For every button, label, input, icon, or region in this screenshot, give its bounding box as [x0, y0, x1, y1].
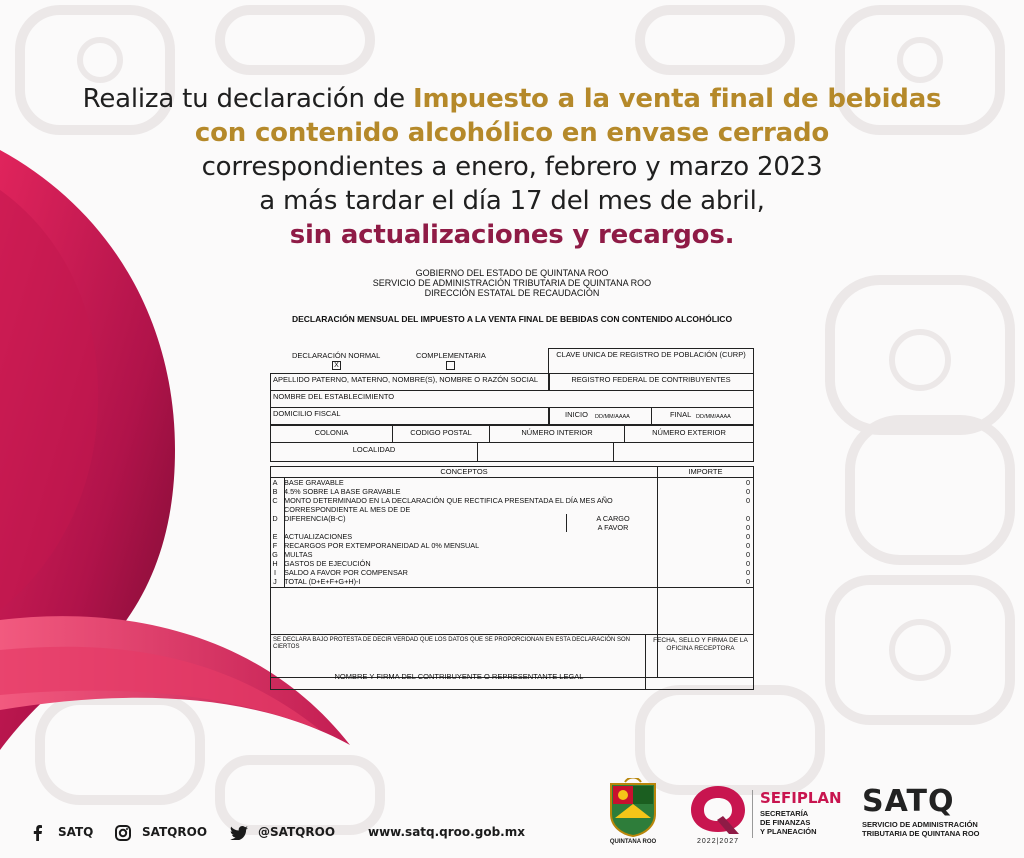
- table-row: [268, 541, 756, 550]
- form-header-line: DIRECCIÓN ESTATAL DE RECAUDACIÓN: [424, 288, 600, 298]
- headline-line2: con contenido alcohólico en envase cerrado: [194, 118, 830, 148]
- final-field[interactable]: [651, 407, 754, 425]
- conceptos-header: CONCEPTOS: [440, 467, 488, 476]
- localidad-field[interactable]: LOCALIDAD: [270, 442, 478, 462]
- term-years: 2022|2027: [697, 838, 739, 845]
- sefiplan-sub: DE FINANZAS: [760, 818, 811, 827]
- curp-field[interactable]: CLAVE UNICA DE REGISTRO DE POBLACIÓN (CURP): [548, 348, 754, 374]
- numero-exterior-field[interactable]: NÚMERO EXTERIOR: [624, 425, 754, 443]
- headline-line4: a más tardar el día 17 del mes de abril,: [259, 186, 765, 216]
- satq-logo: [862, 784, 980, 838]
- row-desc: MULTAS: [284, 550, 313, 559]
- complementaria-checkbox[interactable]: [446, 361, 455, 370]
- headline-line5: sin actualizaciones y recargos.: [289, 220, 735, 250]
- a-favor-value: 0: [745, 523, 750, 532]
- row-letter: E: [272, 532, 278, 541]
- colonia-field[interactable]: COLONIA: [270, 425, 393, 443]
- signature-box[interactable]: [270, 634, 646, 690]
- row-desc: ACTUALIZACIONES: [284, 532, 353, 541]
- row-value: 0: [745, 487, 750, 496]
- headline-line3: correspondientes a enero, febrero y marzo 2023: [201, 152, 823, 182]
- twitter-icon[interactable]: [230, 826, 248, 840]
- numero-interior-field[interactable]: NÚMERO INTERIOR: [489, 425, 625, 443]
- headline: [40, 82, 984, 252]
- form-header-line: SERVICIO DE ADMINISTRACIÓN TRIBUTARIA DE QUINTANA ROO: [372, 278, 652, 288]
- localidad-blank-2[interactable]: [613, 442, 754, 462]
- qroo-caption: QUINTANA ROO: [609, 839, 657, 845]
- localidad-blank-1[interactable]: [477, 442, 614, 462]
- codigo-postal-field[interactable]: CODIGO POSTAL: [392, 425, 490, 443]
- row-desc: 4.5% SOBRE LA BASE GRAVABLE: [284, 487, 401, 496]
- table-row: [268, 487, 756, 496]
- row-desc: GASTOS DE EJECUCIÓN: [284, 559, 371, 568]
- row-value: 0: [745, 550, 750, 559]
- sefiplan-sub: Y PLANEACIÓN: [760, 827, 817, 836]
- q-icon: [683, 780, 753, 836]
- inicio-field[interactable]: [548, 407, 652, 425]
- row-letter: I: [273, 568, 277, 577]
- facebook-handle[interactable]: SATQ: [58, 825, 94, 839]
- row-letter: B: [272, 487, 278, 496]
- establecimiento-field[interactable]: NOMBRE DEL ESTABLECIMIENTO: [270, 390, 754, 408]
- satq-title: SATQ: [862, 784, 955, 819]
- form-header: [268, 268, 756, 298]
- importe-header: IMPORTE: [688, 467, 723, 476]
- satq-sub: TRIBUTARIA DE QUINTANA ROO: [862, 829, 980, 838]
- row-letter: J: [273, 577, 277, 586]
- row-value: 0: [745, 559, 750, 568]
- quintana-roo-logo: [607, 778, 659, 850]
- row-desc: DIFERENCIA(B-C): [284, 514, 346, 523]
- row-desc: BASE GRAVABLE: [284, 478, 344, 487]
- divider: [566, 514, 568, 532]
- twitter-handle[interactable]: @SATQROO: [258, 825, 336, 839]
- protesta-text: SE DECLARA BAJO PROTESTA DE DECIR VERDAD QUE LOS DATOS QUE SE PROPORCIONAN EN ESTA DECLARACIÓN SON CIERTOS: [273, 637, 630, 650]
- row-value: 0: [745, 478, 750, 487]
- domicilio-field[interactable]: DOMICILIO FISCAL: [270, 407, 550, 425]
- row-value: 0: [745, 541, 750, 550]
- a-cargo-value: 0: [745, 514, 750, 523]
- firma-label: NOMBRE Y FIRMA DEL CONTRIBUYENTE O REPRESENTANTE LEGAL: [334, 672, 584, 681]
- row-letter: G: [272, 550, 278, 559]
- rfc-field[interactable]: REGISTRO FEDERAL DE CONTRIBUYENTES: [548, 373, 754, 391]
- normal-label: DECLARACIÓN NORMAL: [292, 351, 381, 360]
- inicio-label: INICIO: [565, 410, 588, 419]
- sefiplan-sub: SECRETARÍA: [760, 809, 809, 818]
- nombre-field[interactable]: APELLIDO PATERNO, MATERNO, NOMBRE(S), NOMBRE O RAZÓN SOCIAL: [270, 373, 550, 391]
- state-shield-icon: [607, 778, 659, 838]
- divider: [752, 790, 753, 838]
- row-letter: C: [272, 496, 278, 505]
- table-row: [268, 568, 756, 577]
- a-favor-label: A FAVOR: [597, 523, 629, 532]
- form-header-line: GOBIERNO DEL ESTADO DE QUINTANA ROO: [415, 268, 609, 278]
- complementaria-label: COMPLEMENTARIA: [416, 351, 486, 360]
- final-label: FINAL: [670, 410, 692, 419]
- a-cargo-label: A CARGO: [596, 514, 630, 523]
- row-value: 0: [745, 532, 750, 541]
- inicio-format: DD/MM/AAAA: [595, 414, 630, 420]
- sello-label: FECHA, SELLO Y FIRMA DE LA OFICINA RECEPTORA: [653, 637, 748, 652]
- sefiplan-title: SEFIPLAN: [760, 789, 842, 807]
- table-row: [268, 496, 756, 514]
- table-row: [268, 559, 756, 568]
- row-value: 0: [745, 496, 750, 505]
- row-desc: SALDO A FAVOR POR COMPENSAR: [284, 568, 408, 577]
- table-row: [268, 532, 756, 541]
- form-title: DECLARACIÓN MENSUAL DEL IMPUESTO A LA VENTA FINAL DE BEBIDAS CON CONTENIDO ALCOHÓLICO: [291, 314, 733, 324]
- table-row: [268, 478, 756, 487]
- row-value: 0: [745, 568, 750, 577]
- row-desc: RECARGOS POR EXTEMPORANEIDAD AL 0% MENSUAL: [284, 541, 480, 550]
- facebook-icon[interactable]: [33, 825, 43, 841]
- normal-checkbox[interactable]: X: [332, 361, 341, 370]
- row-letter: F: [272, 541, 278, 550]
- row-value: 0: [745, 577, 750, 586]
- website-link[interactable]: www.satq.qroo.gob.mx: [368, 825, 525, 839]
- headline-line1: Realiza tu declaración de: [82, 84, 414, 114]
- instagram-icon[interactable]: [115, 825, 131, 841]
- row-desc: MONTO DETERMINADO EN LA DECLARACIÓN QUE RECTIFICA PRESENTADA EL DÍA MES AÑO: [284, 496, 613, 505]
- table-row: [268, 550, 756, 559]
- divider: [270, 587, 754, 588]
- instagram-handle[interactable]: SATQROO: [142, 825, 208, 839]
- table-row: [268, 514, 756, 532]
- row-letter: D: [272, 514, 278, 523]
- sello-box[interactable]: [645, 634, 754, 690]
- row-desc: TOTAL (D+E+F+G+H)-I: [284, 577, 361, 586]
- headline-tax-name: Impuesto a la venta final de bebidas: [413, 84, 942, 114]
- row-letter: A: [272, 478, 278, 487]
- gobierno-logo: [683, 780, 753, 850]
- satq-sub: SERVICIO DE ADMINISTRACIÓN: [862, 820, 978, 829]
- declaration-form: [268, 268, 756, 681]
- table-row: [268, 577, 756, 586]
- sefiplan-logo: [760, 789, 842, 836]
- final-format: DD/MM/AAAA: [696, 414, 731, 420]
- row-desc: CORRESPONDIENTE AL MES DE DE: [284, 505, 411, 514]
- row-letter: H: [272, 559, 278, 568]
